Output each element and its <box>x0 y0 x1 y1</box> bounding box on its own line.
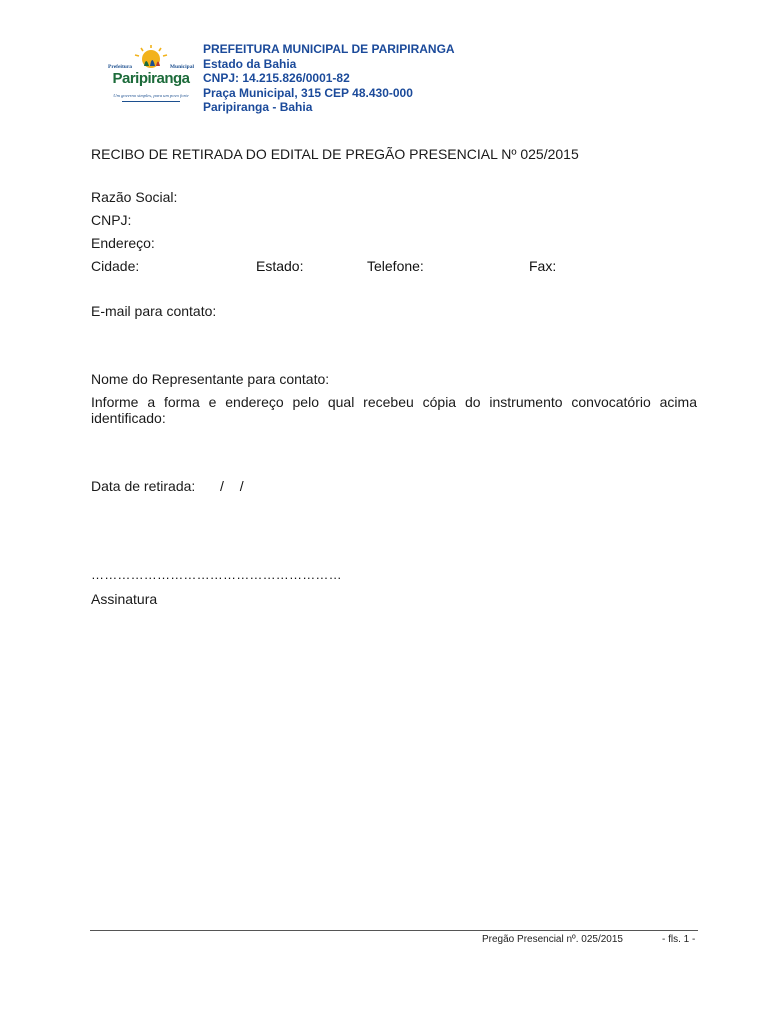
org-state: Estado da Bahia <box>203 56 297 71</box>
org-city: Paripiranga - Bahia <box>203 100 313 115</box>
representante-label: Nome do Representante para contato: <box>91 371 330 387</box>
email-label: E-mail para contato: <box>91 303 217 319</box>
telefone-label: Telefone: <box>367 258 424 274</box>
logo-city-name: Paripiranga <box>112 70 190 87</box>
data-retirada-placeholder: / / <box>220 478 244 494</box>
org-name: PREFEITURA MUNICIPAL DE PARIPIRANGA <box>203 42 455 56</box>
fax-label: Fax: <box>529 258 557 274</box>
logo-label-municipal: Municipal <box>169 64 194 70</box>
informe-paragraph: Informe a forma e endereço pelo qual recebeu cópia do instrumento convocatório acima identificado: <box>91 394 697 426</box>
logo-underline <box>122 101 180 102</box>
footer-divider <box>90 930 698 931</box>
data-retirada-label: Data de retirada: <box>91 478 196 494</box>
logo-label-prefeitura: Prefeitura <box>108 64 133 70</box>
footer-reference: Pregão Presencial nº. 025/2015 <box>482 934 623 945</box>
org-cnpj: CNPJ: 14.215.826/0001-82 <box>203 71 350 86</box>
organization-info <box>203 42 455 115</box>
logo-slogan: Um governo simples, para um povo forte <box>113 93 189 98</box>
document-title: RECIBO DE RETIRADA DO EDITAL DE PREGÃO PRESENCIAL Nº 025/2015 <box>91 146 579 162</box>
signature-label: Assinatura <box>91 591 158 607</box>
razao-social-label: Razão Social: <box>91 189 178 205</box>
estado-label: Estado: <box>256 258 304 274</box>
endereco-label: Endereço: <box>91 235 155 251</box>
org-address: Praça Municipal, 315 CEP 48.430-000 <box>203 85 413 100</box>
signature-line: ………………………………………………… <box>91 567 342 582</box>
cidade-label: Cidade: <box>91 258 140 274</box>
footer-page-number: - fls. 1 - <box>662 934 696 945</box>
municipal-logo <box>108 44 194 108</box>
cnpj-label: CNPJ: <box>91 212 132 228</box>
